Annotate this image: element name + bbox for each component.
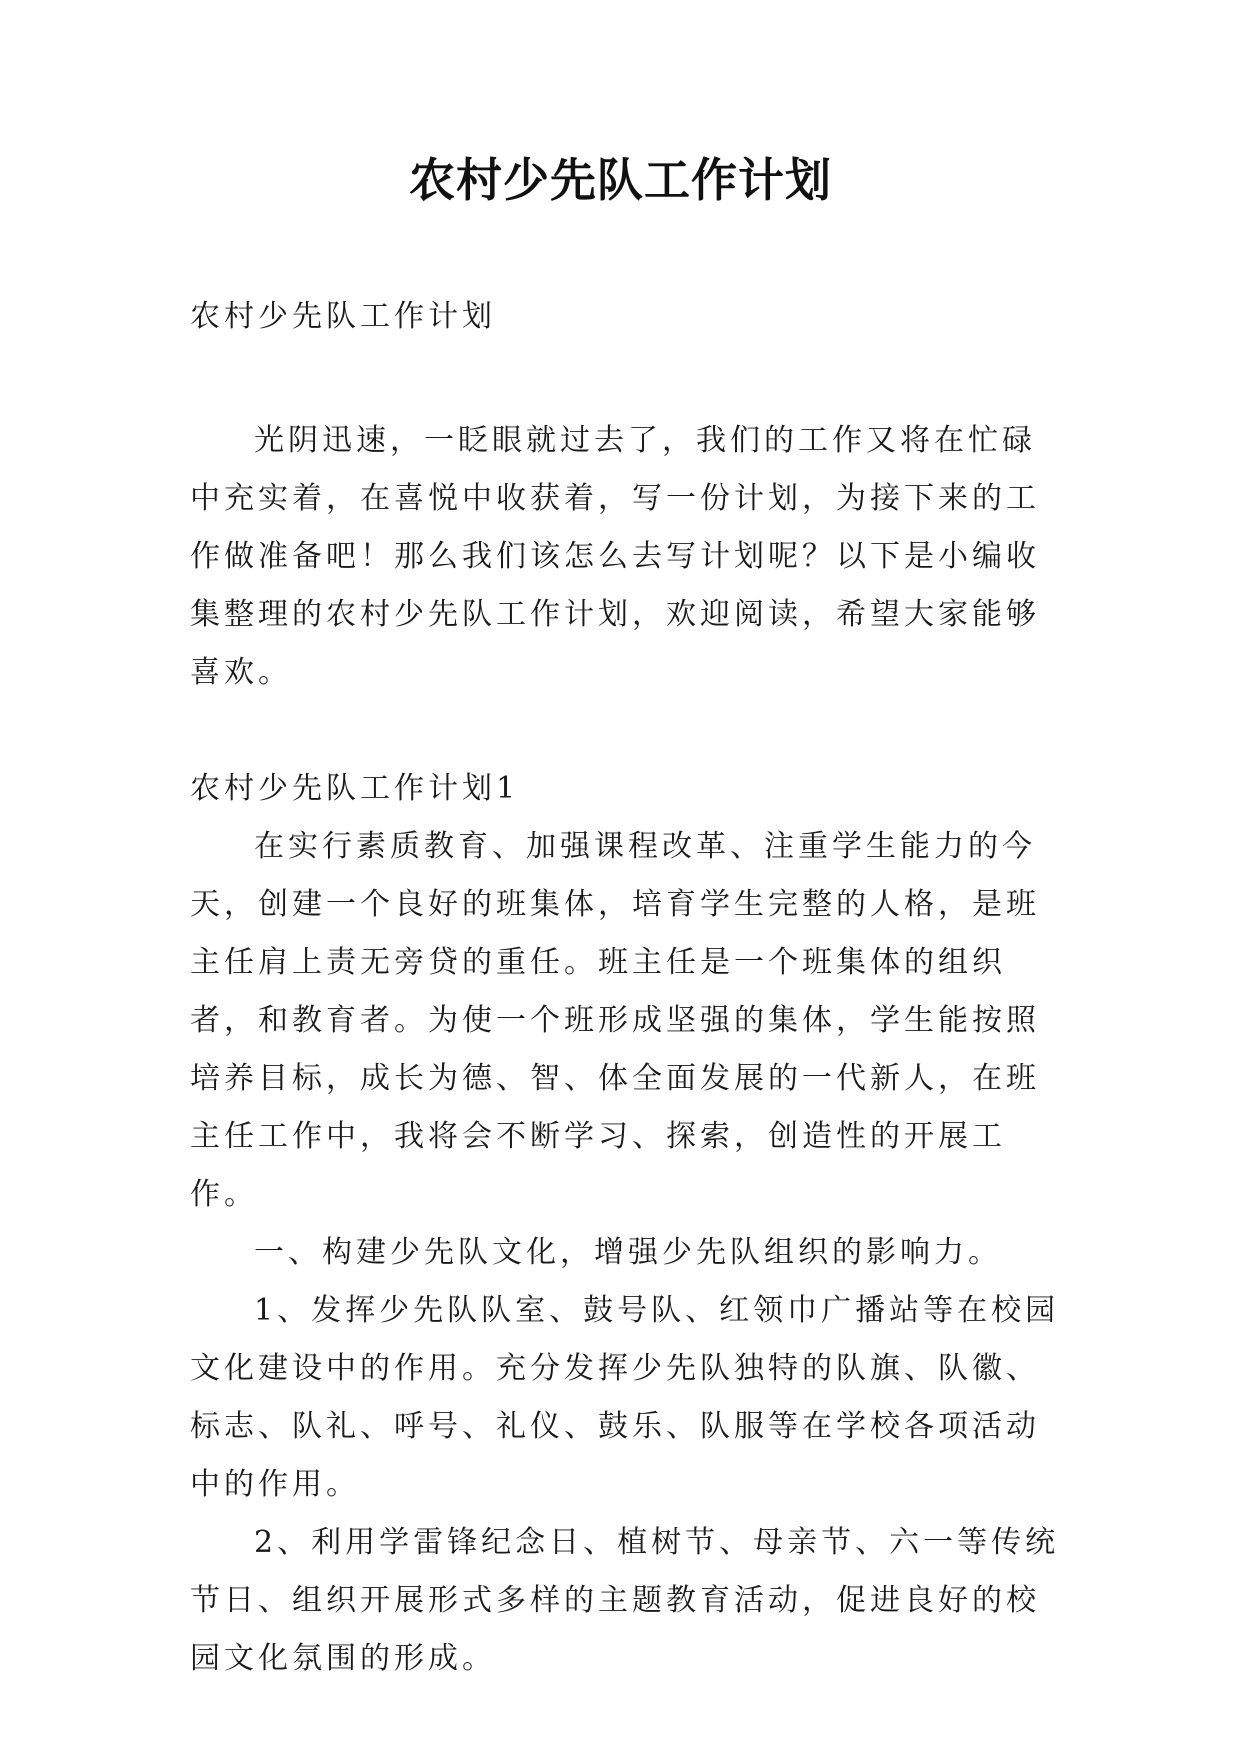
body-paragraph: 2、利用学雷锋纪念日、植树节、母亲节、六一等传统节日、组织开展形式多样的主题教育活动，促进良好的校园文化氛围的形成。 [190,1525,1060,1676]
body-paragraph: 在实行素质教育、加强课程改革、注重学生能力的今天，创建一个良好的班集体，培育学生完整的人格，是班主任肩上责无旁贷的重任。班主任是一个班集体的组织者，和教育者。为使一个班形成坚强的集体，学生能按照培养目标，成长为德、智、体全面发展的一代新人，在班主任工作中，我将会不断学习、探索，创造性的开展工作。 [190,829,1040,1212]
document-title: 农村少先队工作计划 [409,153,832,207]
section-heading: 农村少先队工作计划1 [190,771,520,806]
intro-paragraph: 光阴迅速，一眨眼就过去了，我们的工作又将在忙碌中充实着，在喜悦中收获着，写一份计划，为接下来的工作做准备吧！那么我们该怎么去写计划呢？以下是小编收集整理的农村少先队工作计划，欢迎阅读，希望大家能够喜欢。 [190,423,1040,690]
document-subtitle: 农村少先队工作计划 [190,299,496,334]
body-paragraph: 1、发挥少先队队室、鼓号队、红领巾广播站等在校园文化建设中的作用。充分发挥少先队独特的队旗、队徽、标志、队礼、呼号、礼仪、鼓乐、队服等在学校各项活动中的作用。 [190,1293,1060,1502]
body-paragraph: 一、构建少先队文化，增强少先队组织的影响力。 [254,1235,1002,1270]
document-body [190,288,1060,1688]
